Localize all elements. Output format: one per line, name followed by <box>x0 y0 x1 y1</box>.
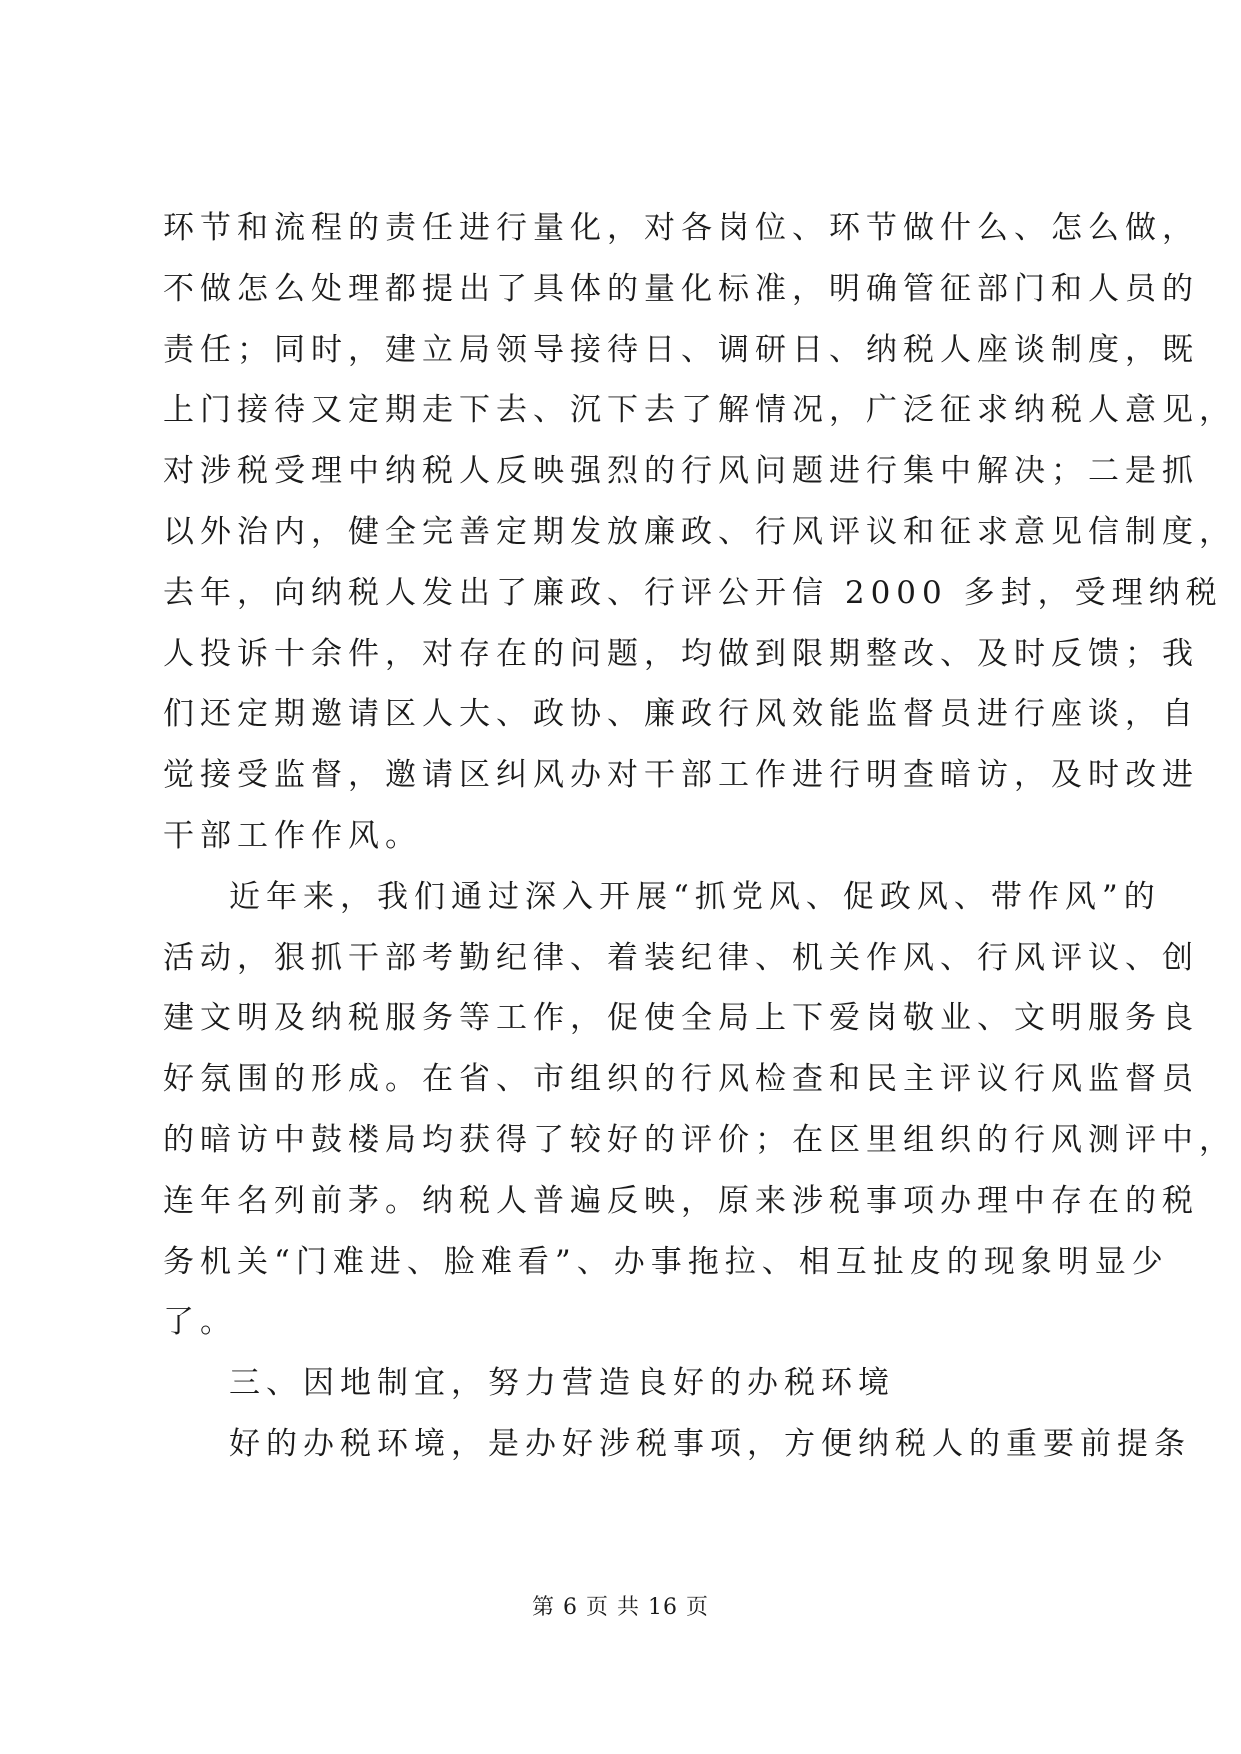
text-line: 连年名列前茅。纳税人普遍反映，原来涉税事项办理中存在的税 <box>163 1182 1199 1219</box>
text-line: 环节和流程的责任进行量化，对各岗位、环节做什么、怎么做， <box>163 210 1199 246</box>
document-body <box>163 198 1236 1475</box>
text-line: 去年，向纳税人发出了廉政、行评公开信 2000 多封，受理纳税 <box>163 574 1223 611</box>
paragraph-end-line: 了。 <box>163 1304 237 1341</box>
text-line: 人投诉十余件，对存在的问题，均做到限期整改、及时反馈；我 <box>163 635 1199 672</box>
paragraph-start-line: 近年来，我们通过深入开展“抓党风、促政风、带作风”的 <box>229 878 1161 915</box>
text-line: 的暗访中鼓楼局均获得了较好的评价；在区里组织的行风测评中， <box>163 1121 1236 1158</box>
section-heading: 三、因地制宜，努力营造良好的办税环境 <box>229 1365 895 1402</box>
text-line: 们还定期邀请区人大、政协、廉政行风效能监督员进行座谈，自 <box>163 696 1199 733</box>
text-line: 不做怎么处理都提出了具体的量化标准，明确管征部门和人员的 <box>163 270 1199 307</box>
paragraph-start-line: 好的办税环境，是办好涉税事项，方便纳税人的重要前提条 <box>229 1425 1191 1462</box>
text-line: 上门接待又定期走下去、沉下去了解情况，广泛征求纳税人意见， <box>163 392 1236 429</box>
text-line: 活动，狠抓干部考勤纪律、着装纪律、机关作风、行风评议、创 <box>163 939 1199 976</box>
text-line: 建文明及纳税服务等工作，促使全局上下爱岗敬业、文明服务良 <box>163 1000 1199 1037</box>
text-line: 责任；同时，建立局领导接待日、调研日、纳税人座谈制度，既 <box>163 331 1199 368</box>
text-line: 以外治内，健全完善定期发放廉政、行风评议和征求意见信制度， <box>163 513 1236 550</box>
text-line: 对涉税受理中纳税人反映强烈的行风问题进行集中解决；二是抓 <box>163 453 1199 490</box>
text-line: 觉接受监督，邀请区纠风办对干部工作进行明查暗访，及时改进 <box>163 757 1199 794</box>
paragraph-end-line: 干部工作作风。 <box>163 817 422 854</box>
page-number-footer: 第 6 页 共 16 页 <box>532 1595 709 1620</box>
text-line: 好氛围的形成。在省、市组织的行风检查和民主评议行风监督员 <box>163 1061 1199 1098</box>
text-line: 务机关“门难进、脸难看”、办事拖拉、相互扯皮的现象明显少 <box>163 1243 1169 1280</box>
